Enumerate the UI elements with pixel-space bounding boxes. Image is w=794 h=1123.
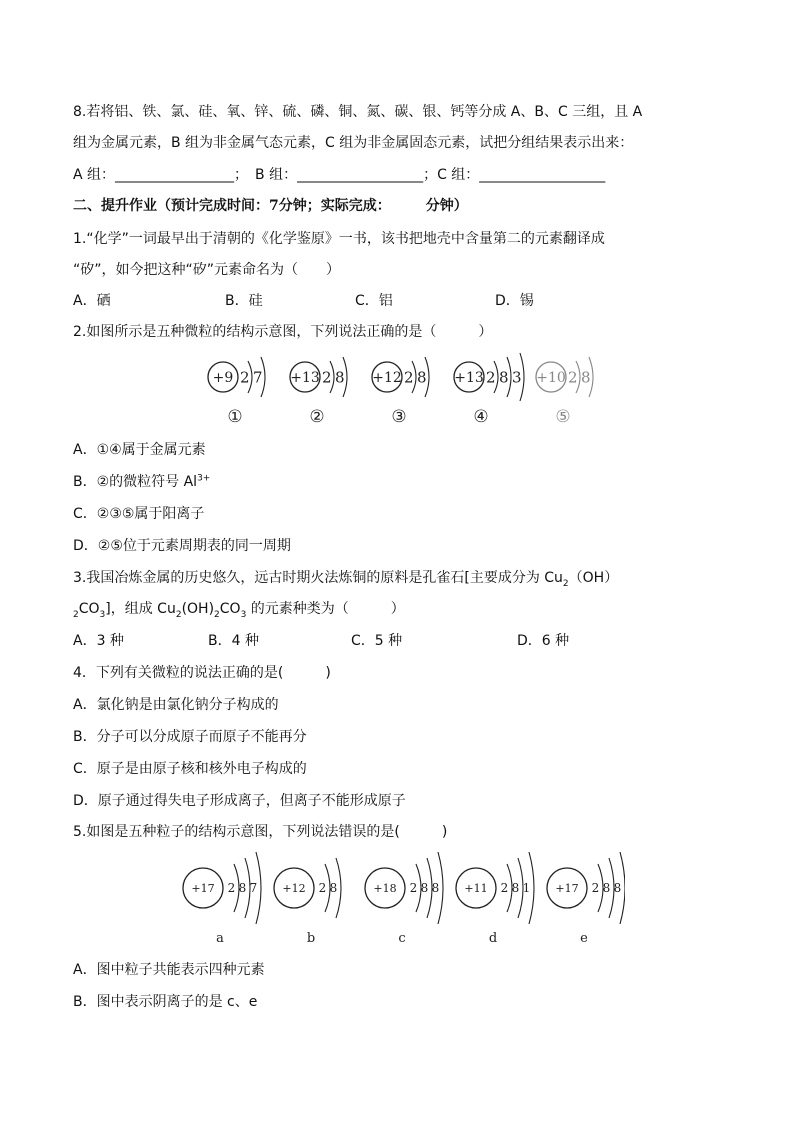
q4-option-c: C．原子是由原子核和核外电子构成的 [73, 761, 307, 777]
q5-figure [175, 850, 625, 950]
electron-count: 8 [602, 881, 611, 896]
diagram-label: ④ [473, 407, 489, 427]
q3-oh: （OH） [568, 570, 619, 586]
q3-option-d: D．6 种 [517, 633, 570, 649]
q1-option-d: D．锡 [495, 293, 534, 309]
q3-option-a: A．3 种 [73, 633, 124, 649]
atom-diagram [547, 852, 625, 946]
q4-option-a: A．氯化钠是由氯化钠分子构成的 [73, 697, 279, 713]
electron-count: 2 [486, 368, 496, 387]
electron-count: 2 [409, 881, 418, 896]
electron-count: 2 [322, 368, 332, 387]
q1-option-c: C．铝 [355, 293, 393, 309]
q2-option-b-text: B．②的微粒符号 Al [73, 474, 198, 490]
electron-count: 2 [591, 881, 600, 896]
electron-count: 2 [568, 368, 578, 387]
electron-count: 8 [335, 368, 345, 387]
atom-diagram [365, 852, 443, 946]
q2-option-c: C．②③⑤属于阳离子 [73, 506, 205, 522]
electron-count: 8 [417, 368, 427, 387]
q8-line-2: 组为金属元素，B 组为非金属气态元素，C 组为非金属固态元素，试把分组结果表示出来： [73, 135, 634, 151]
diagram-label: ① [227, 407, 243, 427]
electron-count: 3 [512, 368, 522, 387]
q8-line-1: 8.若将铝、铁、氯、硅、氧、锌、硫、磷、铜、氮、碳、银、钙等分成 A、B、C 三组，且 A [73, 104, 643, 120]
q3-stem-line-2 [73, 599, 733, 619]
atom-diagram [183, 852, 261, 946]
q3-stem-line-1 [73, 568, 733, 588]
nucleus-charge: +17 [555, 881, 579, 895]
q5-option-b: B．图中表示阴离子的是 c、e [73, 994, 258, 1010]
nucleus-charge: +18 [373, 881, 397, 895]
nucleus-charge: +9 [212, 370, 234, 387]
q5-option-a: A．图中粒子共能表示四种元素 [73, 962, 265, 978]
electron-count: 8 [511, 881, 520, 896]
atom-diagram [274, 858, 341, 946]
nucleus-charge: +13 [290, 370, 320, 387]
q3-sub: 2 [562, 578, 569, 589]
q3-stem-text: 3.我国冶炼金属的历史悠久，远古时期火法炼铜的原料是孔雀石[主要成分为 Cu [73, 570, 563, 586]
q2-option-b-charge: 3+ [197, 473, 211, 484]
q3-option-b: B．4 种 [208, 633, 259, 649]
q2-stem: 2.如图所示是五种微粒的结构示意图，下列说法正确的是（ ） [73, 324, 493, 340]
q1-stem-line-2: “矽”，如今把这种“矽”元素命名为（ ） [73, 262, 341, 278]
nucleus-charge: +12 [372, 370, 402, 387]
q5-structure-diagrams [175, 850, 625, 950]
electron-count: 8 [581, 368, 591, 387]
q2-option-d: D．②⑤位于元素周期表的同一周期 [73, 538, 291, 554]
electron-count: 8 [613, 881, 622, 896]
electron-count: 2 [227, 881, 236, 896]
q3-sub: 3 [240, 609, 247, 620]
q1-option-b: B．硅 [225, 293, 263, 309]
diagram-label: ② [309, 407, 325, 427]
q3-option-c: C．5 种 [351, 633, 403, 649]
q8-answer-blanks: A 组：_________________； B 组：__________________；C 组：__________________ [73, 167, 606, 183]
electron-count: 8 [420, 881, 429, 896]
electron-count: 8 [238, 881, 247, 896]
nucleus-charge: +12 [282, 881, 306, 895]
electron-count: 7 [249, 881, 258, 896]
q4-option-d: D．原子通过得失电子形成离子，但离子不能形成原子 [73, 793, 406, 809]
q3-text: ]，组成 Cu [105, 601, 176, 617]
section-title: 二、提升作业（预计完成时间：7分钟；实际完成： 分钟） [73, 198, 468, 214]
q2-structure-diagrams [195, 350, 605, 432]
q4-stem: 4．下列有关微粒的说法正确的是( ) [73, 665, 331, 681]
diagram-label: c [398, 931, 406, 946]
electron-count: 2 [240, 368, 250, 387]
q3-sub: 2 [214, 609, 220, 620]
electron-count: 2 [318, 881, 327, 896]
q3-text: CO [219, 601, 241, 617]
nucleus-charge: +13 [454, 370, 484, 387]
diagram-label: b [306, 931, 316, 946]
q3-text: (OH) [181, 601, 215, 617]
atom-diagram [536, 357, 593, 427]
atom-diagram [290, 357, 347, 427]
q2-option-a: A．①④属于金属元素 [73, 442, 206, 458]
q3-sub: 2 [175, 609, 182, 620]
diagram-label: e [580, 931, 588, 946]
q3-text: 的元素种类为（ ） [246, 601, 405, 617]
q5-stem: 5.如图是五种粒子的结构示意图，下列说法错误的是( ) [73, 824, 448, 840]
diagram-label: a [216, 931, 224, 946]
q3-sub: 3 [99, 609, 106, 620]
q4-option-b: B．分子可以分成原子而原子不能再分 [73, 729, 307, 745]
nucleus-charge: +11 [464, 881, 488, 895]
atom-diagram [456, 852, 534, 946]
electron-count: 1 [522, 881, 531, 896]
q1-options [73, 291, 733, 311]
atom-diagram [372, 357, 429, 427]
nucleus-charge: +17 [191, 881, 215, 895]
electron-count: 8 [499, 368, 509, 387]
atom-diagram [454, 353, 524, 427]
q1-stem-line-1: 1.“化学”一词最早出于清朝的《化学鉴原》一书，该书把地壳中含量第二的元素翻译成 [73, 231, 605, 247]
diagram-label: d [488, 931, 498, 946]
diagram-label: ③ [391, 407, 407, 427]
nucleus-charge: +10 [536, 370, 566, 387]
q3-co: CO [78, 601, 100, 617]
q3-options [73, 631, 733, 651]
electron-count: 8 [431, 881, 440, 896]
electron-count: 7 [253, 368, 263, 387]
diagram-label: ⑤ [555, 407, 571, 427]
electron-count: 8 [329, 881, 338, 896]
atom-diagram [208, 357, 265, 427]
q3-sub: 2 [73, 609, 79, 620]
electron-count: 2 [404, 368, 414, 387]
electron-count: 2 [500, 881, 509, 896]
q1-option-a: A．硒 [73, 293, 111, 309]
q2-option-b [73, 472, 733, 492]
q2-figure [195, 350, 605, 432]
